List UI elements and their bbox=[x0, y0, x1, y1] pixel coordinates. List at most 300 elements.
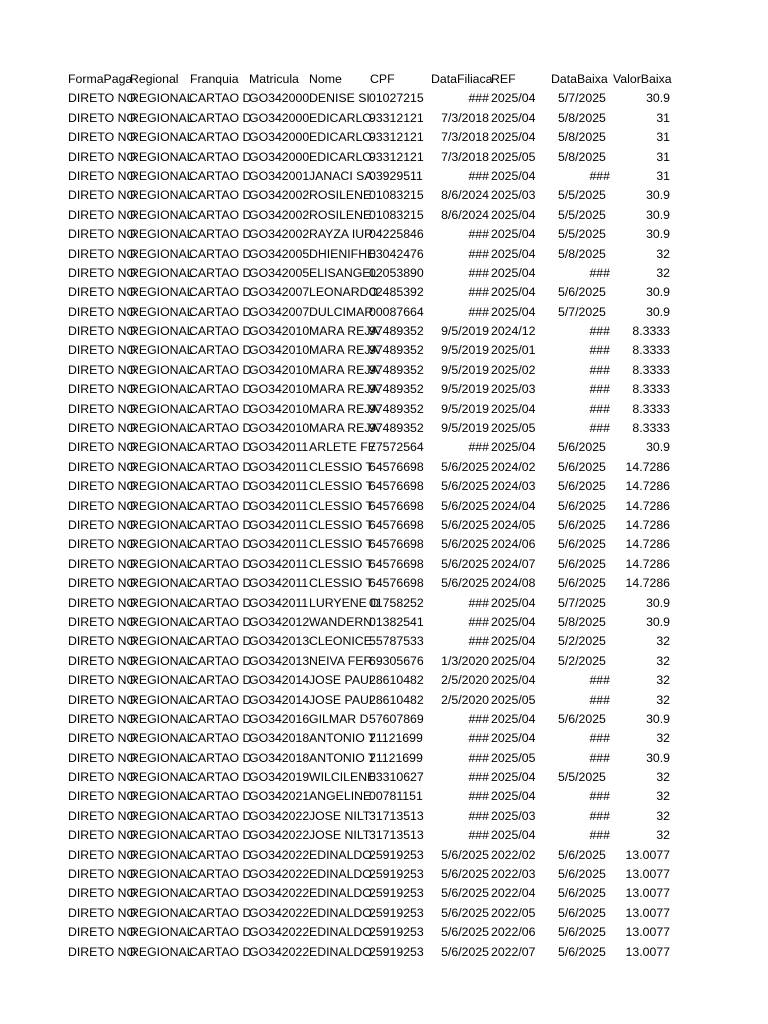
cell-franquia: CARTAO D bbox=[189, 304, 252, 319]
cell-databaixa: 5/6/2025 bbox=[558, 905, 606, 920]
cell-datafiliacao: ### bbox=[468, 711, 489, 726]
cell-datafiliacao: 5/6/2025 bbox=[441, 517, 489, 532]
cell-regional: REGIONAL bbox=[130, 362, 194, 377]
cell-matricula: GO342010 bbox=[249, 324, 310, 339]
cell-databaixa: ### bbox=[589, 382, 610, 397]
cell-formapaga: DIRETO NO bbox=[68, 925, 137, 940]
cell-formapaga: DIRETO NO bbox=[68, 304, 137, 319]
cell-franquia: CARTAO D bbox=[189, 149, 252, 164]
cell-ref: 2022/02 bbox=[491, 847, 536, 862]
cell-nome: LURYENE D bbox=[309, 595, 380, 610]
cell-valorbaixa: 32 bbox=[656, 246, 670, 261]
cell-nome: ANTONIO T bbox=[309, 731, 376, 746]
cell-regional: REGIONAL bbox=[130, 595, 194, 610]
cell-datafiliacao: 7/3/2018 bbox=[441, 110, 489, 125]
cell-matricula: GO342022 bbox=[249, 905, 310, 920]
cell-valorbaixa: 32 bbox=[656, 265, 670, 280]
table-row bbox=[68, 167, 708, 186]
cell-franquia: CARTAO D bbox=[189, 421, 252, 436]
cell-matricula: GO342000 bbox=[249, 149, 310, 164]
cell-matricula: GO342007 bbox=[249, 285, 310, 300]
cell-formapaga: DIRETO NO bbox=[68, 188, 137, 203]
cell-ref: 2024/06 bbox=[491, 537, 536, 552]
cell-databaixa: 5/8/2025 bbox=[558, 246, 606, 261]
cell-ref: 2025/04 bbox=[491, 653, 536, 668]
cell-datafiliacao: ### bbox=[468, 168, 489, 183]
cell-cpf: 64576698 bbox=[369, 556, 424, 571]
table-row bbox=[68, 865, 708, 884]
cell-franquia: CARTAO D bbox=[189, 750, 252, 765]
cell-nome: LEONARDO bbox=[309, 285, 379, 300]
cell-datafiliacao: ### bbox=[468, 285, 489, 300]
header-nome: Nome bbox=[309, 72, 342, 86]
cell-cpf: 00087664 bbox=[369, 304, 424, 319]
cell-ref: 2025/04 bbox=[491, 440, 536, 455]
table-row bbox=[68, 109, 708, 128]
cell-valorbaixa: 14.7286 bbox=[625, 498, 670, 513]
cell-datafiliacao: 5/6/2025 bbox=[441, 944, 489, 959]
cell-franquia: CARTAO D bbox=[189, 343, 252, 358]
cell-databaixa: ### bbox=[589, 692, 610, 707]
cell-formapaga: DIRETO NO bbox=[68, 576, 137, 591]
cell-ref: 2025/04 bbox=[491, 265, 536, 280]
cell-valorbaixa: 13.0077 bbox=[625, 886, 670, 901]
table-row bbox=[68, 923, 708, 942]
header-cpf: CPF bbox=[370, 72, 395, 86]
table-row bbox=[68, 671, 708, 690]
cell-regional: REGIONAL bbox=[130, 789, 194, 804]
cell-formapaga: DIRETO NO bbox=[68, 382, 137, 397]
cell-formapaga: DIRETO NO bbox=[68, 324, 137, 339]
cell-franquia: CARTAO D bbox=[189, 285, 252, 300]
cell-cpf: 25919253 bbox=[369, 905, 424, 920]
table-row bbox=[68, 361, 708, 380]
cell-datafiliacao: ### bbox=[468, 770, 489, 785]
cell-matricula: GO342007 bbox=[249, 304, 310, 319]
cell-databaixa: 5/7/2025 bbox=[558, 91, 606, 106]
cell-cpf: 55787533 bbox=[369, 634, 424, 649]
cell-ref: 2025/04 bbox=[491, 130, 536, 145]
cell-regional: REGIONAL bbox=[130, 440, 194, 455]
cell-nome: CLESSIO T bbox=[309, 517, 374, 532]
cell-nome: EDINALDO bbox=[309, 867, 372, 882]
cell-cpf: 25919253 bbox=[369, 886, 424, 901]
cell-franquia: CARTAO D bbox=[189, 711, 252, 726]
cell-ref: 2025/05 bbox=[491, 692, 536, 707]
cell-regional: REGIONAL bbox=[130, 382, 194, 397]
cell-matricula: GO342022 bbox=[249, 808, 310, 823]
cell-datafiliacao: ### bbox=[468, 595, 489, 610]
cell-nome: MARA REJA bbox=[309, 401, 379, 416]
cell-nome: ELISANGEL bbox=[309, 265, 378, 280]
cell-databaixa: 5/6/2025 bbox=[558, 285, 606, 300]
table-row bbox=[68, 186, 708, 205]
cell-franquia: CARTAO D bbox=[189, 614, 252, 629]
cell-regional: REGIONAL bbox=[130, 207, 194, 222]
cell-ref: 2025/04 bbox=[491, 595, 536, 610]
header-valorbaixa: ValorBaixa bbox=[613, 72, 672, 86]
cell-valorbaixa: 32 bbox=[656, 770, 670, 785]
cell-datafiliacao: ### bbox=[468, 304, 489, 319]
cell-nome: JOSE NILT bbox=[309, 808, 371, 823]
cell-ref: 2025/04 bbox=[491, 168, 536, 183]
cell-datafiliacao: 1/3/2020 bbox=[441, 653, 489, 668]
cell-valorbaixa: 32 bbox=[656, 692, 670, 707]
cell-ref: 2025/05 bbox=[491, 421, 536, 436]
cell-franquia: CARTAO D bbox=[189, 265, 252, 280]
cell-regional: REGIONAL bbox=[130, 653, 194, 668]
table-row bbox=[68, 943, 708, 962]
cell-matricula: GO342013 bbox=[249, 653, 310, 668]
cell-matricula: GO342022 bbox=[249, 867, 310, 882]
table-row bbox=[68, 400, 708, 419]
cell-cpf: 64576698 bbox=[369, 517, 424, 532]
cell-cpf: 97489352 bbox=[369, 382, 424, 397]
cell-valorbaixa: 14.7286 bbox=[625, 517, 670, 532]
cell-regional: REGIONAL bbox=[130, 168, 194, 183]
cell-cpf: 97489352 bbox=[369, 343, 424, 358]
cell-franquia: CARTAO D bbox=[189, 227, 252, 242]
cell-valorbaixa: 32 bbox=[656, 653, 670, 668]
cell-valorbaixa: 14.7286 bbox=[625, 556, 670, 571]
cell-ref: 2025/04 bbox=[491, 304, 536, 319]
cell-formapaga: DIRETO NO bbox=[68, 440, 137, 455]
cell-matricula: GO342022 bbox=[249, 847, 310, 862]
cell-nome: EDICARLO bbox=[309, 130, 372, 145]
cell-formapaga: DIRETO NO bbox=[68, 634, 137, 649]
cell-cpf: 01382541 bbox=[369, 614, 424, 629]
cell-regional: REGIONAL bbox=[130, 227, 194, 242]
cell-nome: RAYZA IUR bbox=[309, 227, 373, 242]
cell-franquia: CARTAO D bbox=[189, 925, 252, 940]
cell-regional: REGIONAL bbox=[130, 149, 194, 164]
cell-matricula: GO342000 bbox=[249, 130, 310, 145]
cell-nome: JOSE PAUL bbox=[309, 692, 376, 707]
table-row bbox=[68, 458, 708, 477]
cell-regional: REGIONAL bbox=[130, 285, 194, 300]
cell-ref: 2025/04 bbox=[491, 614, 536, 629]
cell-franquia: CARTAO D bbox=[189, 692, 252, 707]
cell-datafiliacao: ### bbox=[468, 828, 489, 843]
cell-matricula: GO342011 bbox=[249, 595, 309, 610]
cell-datafiliacao: 2/5/2020 bbox=[441, 673, 489, 688]
table-row bbox=[68, 904, 708, 923]
cell-regional: REGIONAL bbox=[130, 673, 194, 688]
cell-nome: JANACI SA bbox=[309, 168, 373, 183]
cell-datafiliacao: ### bbox=[468, 789, 489, 804]
cell-ref: 2025/04 bbox=[491, 634, 536, 649]
table-row bbox=[68, 632, 708, 651]
cell-databaixa: 5/6/2025 bbox=[558, 459, 606, 474]
cell-matricula: GO342011 bbox=[249, 479, 309, 494]
cell-cpf: 25919253 bbox=[369, 925, 424, 940]
cell-databaixa: 5/6/2025 bbox=[558, 479, 606, 494]
cell-franquia: CARTAO D bbox=[189, 110, 252, 125]
cell-valorbaixa: 31 bbox=[656, 110, 670, 125]
cell-cpf: 03929511 bbox=[369, 168, 423, 183]
cell-cpf: 21121699 bbox=[369, 731, 423, 746]
cell-cpf: 21121699 bbox=[369, 750, 423, 765]
cell-ref: 2022/07 bbox=[491, 944, 536, 959]
cell-regional: REGIONAL bbox=[130, 828, 194, 843]
cell-cpf: 25919253 bbox=[369, 944, 424, 959]
cell-nome: WANDERN bbox=[309, 614, 373, 629]
cell-matricula: GO342011 bbox=[249, 459, 309, 474]
table-row bbox=[68, 380, 708, 399]
cell-datafiliacao: 5/6/2025 bbox=[441, 459, 489, 474]
cell-matricula: GO342014 bbox=[249, 692, 310, 707]
cell-franquia: CARTAO D bbox=[189, 808, 252, 823]
cell-franquia: CARTAO D bbox=[189, 188, 252, 203]
cell-valorbaixa: 30.9 bbox=[646, 285, 670, 300]
table-row bbox=[68, 438, 708, 457]
cell-valorbaixa: 13.0077 bbox=[625, 944, 670, 959]
cell-formapaga: DIRETO NO bbox=[68, 556, 137, 571]
cell-matricula: GO342022 bbox=[249, 886, 310, 901]
cell-franquia: CARTAO D bbox=[189, 459, 252, 474]
cell-nome: ROSILENE bbox=[309, 207, 372, 222]
cell-ref: 2025/02 bbox=[491, 362, 536, 377]
header-matricula: Matricula bbox=[249, 72, 299, 86]
cell-cpf: 93312121 bbox=[369, 110, 424, 125]
cell-regional: REGIONAL bbox=[130, 634, 194, 649]
cell-databaixa: 5/5/2025 bbox=[558, 207, 606, 222]
cell-cpf: 77572564 bbox=[369, 440, 424, 455]
table-row bbox=[68, 749, 708, 768]
cell-databaixa: 5/6/2025 bbox=[558, 576, 606, 591]
cell-datafiliacao: 9/5/2019 bbox=[441, 382, 489, 397]
cell-regional: REGIONAL bbox=[130, 808, 194, 823]
cell-regional: REGIONAL bbox=[130, 905, 194, 920]
cell-formapaga: DIRETO NO bbox=[68, 130, 137, 145]
cell-nome: DULCIMAR bbox=[309, 304, 374, 319]
cell-franquia: CARTAO D bbox=[189, 673, 252, 688]
cell-formapaga: DIRETO NO bbox=[68, 285, 137, 300]
cell-regional: REGIONAL bbox=[130, 265, 194, 280]
cell-databaixa: 5/5/2025 bbox=[558, 770, 606, 785]
cell-ref: 2022/05 bbox=[491, 905, 536, 920]
cell-nome: EDICARLO bbox=[309, 110, 372, 125]
cell-cpf: 01027215 bbox=[369, 91, 424, 106]
cell-datafiliacao: 9/5/2019 bbox=[441, 401, 489, 416]
cell-regional: REGIONAL bbox=[130, 576, 194, 591]
cell-franquia: CARTAO D bbox=[189, 828, 252, 843]
cell-databaixa: 5/6/2025 bbox=[558, 925, 606, 940]
cell-nome: CLESSIO T bbox=[309, 576, 374, 591]
cell-franquia: CARTAO D bbox=[189, 731, 252, 746]
cell-franquia: CARTAO D bbox=[189, 479, 252, 494]
cell-formapaga: DIRETO NO bbox=[68, 479, 137, 494]
table-row bbox=[68, 128, 708, 147]
cell-databaixa: 5/2/2025 bbox=[558, 634, 606, 649]
cell-regional: REGIONAL bbox=[130, 130, 194, 145]
cell-valorbaixa: 30.9 bbox=[646, 440, 670, 455]
cell-ref: 2025/04 bbox=[491, 789, 536, 804]
cell-nome: CLESSIO T bbox=[309, 459, 374, 474]
cell-formapaga: DIRETO NO bbox=[68, 711, 137, 726]
cell-databaixa: 5/6/2025 bbox=[558, 711, 606, 726]
cell-matricula: GO342011 bbox=[249, 556, 309, 571]
cell-cpf: 28610482 bbox=[369, 673, 424, 688]
cell-datafiliacao: 7/3/2018 bbox=[441, 130, 489, 145]
cell-cpf: 31713513 bbox=[369, 828, 424, 843]
table-row bbox=[68, 846, 708, 865]
table-row bbox=[68, 787, 708, 806]
cell-ref: 2024/05 bbox=[491, 517, 536, 532]
cell-cpf: 02485392 bbox=[369, 285, 424, 300]
cell-valorbaixa: 8.3333 bbox=[632, 362, 670, 377]
cell-valorbaixa: 13.0077 bbox=[625, 847, 670, 862]
cell-datafiliacao: 5/6/2025 bbox=[441, 479, 489, 494]
header-datafiliacao: DataFiliaca bbox=[431, 72, 493, 86]
cell-regional: REGIONAL bbox=[130, 556, 194, 571]
cell-nome: ROSILENE bbox=[309, 188, 372, 203]
cell-valorbaixa: 30.9 bbox=[646, 614, 670, 629]
cell-nome: CLEONICE bbox=[309, 634, 372, 649]
cell-valorbaixa: 8.3333 bbox=[632, 401, 670, 416]
cell-formapaga: DIRETO NO bbox=[68, 168, 137, 183]
cell-matricula: GO342011 bbox=[249, 537, 309, 552]
cell-matricula: GO342002 bbox=[249, 227, 310, 242]
cell-datafiliacao: 5/6/2025 bbox=[441, 925, 489, 940]
cell-nome: CLESSIO T bbox=[309, 556, 374, 571]
cell-matricula: GO342018 bbox=[249, 750, 310, 765]
cell-datafiliacao: ### bbox=[468, 634, 489, 649]
cell-ref: 2025/05 bbox=[491, 750, 536, 765]
cell-ref: 2025/03 bbox=[491, 188, 536, 203]
cell-databaixa: 5/8/2025 bbox=[558, 130, 606, 145]
cell-nome: EDINALDO bbox=[309, 886, 372, 901]
cell-valorbaixa: 31 bbox=[656, 130, 670, 145]
cell-formapaga: DIRETO NO bbox=[68, 537, 137, 552]
cell-matricula: GO342012 bbox=[249, 614, 310, 629]
cell-matricula: GO342016 bbox=[249, 711, 310, 726]
cell-ref: 2024/07 bbox=[491, 556, 536, 571]
cell-datafiliacao: 5/6/2025 bbox=[441, 576, 489, 591]
cell-franquia: CARTAO D bbox=[189, 401, 252, 416]
cell-valorbaixa: 8.3333 bbox=[632, 382, 670, 397]
cell-regional: REGIONAL bbox=[130, 91, 194, 106]
cell-databaixa: ### bbox=[589, 673, 610, 688]
table-row bbox=[68, 148, 708, 167]
cell-cpf: 97489352 bbox=[369, 324, 424, 339]
cell-matricula: GO342010 bbox=[249, 382, 310, 397]
cell-datafiliacao: 2/5/2020 bbox=[441, 692, 489, 707]
cell-formapaga: DIRETO NO bbox=[68, 905, 137, 920]
cell-matricula: GO342005 bbox=[249, 265, 310, 280]
cell-nome: CLESSIO T bbox=[309, 498, 374, 513]
cell-cpf: 25919253 bbox=[369, 847, 424, 862]
cell-franquia: CARTAO D bbox=[189, 362, 252, 377]
cell-franquia: CARTAO D bbox=[189, 537, 252, 552]
cell-franquia: CARTAO D bbox=[189, 653, 252, 668]
table-row bbox=[68, 322, 708, 341]
cell-ref: 2024/04 bbox=[491, 498, 536, 513]
cell-matricula: GO342014 bbox=[249, 673, 310, 688]
cell-franquia: CARTAO D bbox=[189, 576, 252, 591]
cell-databaixa: 5/6/2025 bbox=[558, 498, 606, 513]
cell-matricula: GO342010 bbox=[249, 421, 310, 436]
cell-databaixa: 5/5/2025 bbox=[558, 227, 606, 242]
cell-datafiliacao: 9/5/2019 bbox=[441, 421, 489, 436]
table-row bbox=[68, 206, 708, 225]
cell-valorbaixa: 14.7286 bbox=[625, 479, 670, 494]
cell-cpf: 04225846 bbox=[369, 227, 424, 242]
cell-databaixa: 5/7/2025 bbox=[558, 304, 606, 319]
table-row bbox=[68, 283, 708, 302]
cell-matricula: GO342022 bbox=[249, 925, 310, 940]
cell-nome: MARA REJA bbox=[309, 421, 379, 436]
cell-valorbaixa: 8.3333 bbox=[632, 343, 670, 358]
cell-valorbaixa: 32 bbox=[656, 673, 670, 688]
cell-datafiliacao: 5/6/2025 bbox=[441, 537, 489, 552]
cell-datafiliacao: ### bbox=[468, 265, 489, 280]
cell-datafiliacao: ### bbox=[468, 731, 489, 746]
cell-databaixa: 5/6/2025 bbox=[558, 944, 606, 959]
cell-regional: REGIONAL bbox=[130, 750, 194, 765]
cell-matricula: GO342022 bbox=[249, 944, 310, 959]
table-row bbox=[68, 652, 708, 671]
table-row bbox=[68, 574, 708, 593]
cell-formapaga: DIRETO NO bbox=[68, 789, 137, 804]
cell-formapaga: DIRETO NO bbox=[68, 401, 137, 416]
cell-valorbaixa: 30.9 bbox=[646, 304, 670, 319]
cell-nome: EDICARLO bbox=[309, 149, 372, 164]
cell-databaixa: 5/6/2025 bbox=[558, 440, 606, 455]
cell-cpf: 01083215 bbox=[369, 188, 424, 203]
cell-ref: 2025/04 bbox=[491, 770, 536, 785]
cell-cpf: 28610482 bbox=[369, 692, 424, 707]
cell-formapaga: DIRETO NO bbox=[68, 343, 137, 358]
cell-valorbaixa: 8.3333 bbox=[632, 421, 670, 436]
cell-matricula: GO342000 bbox=[249, 110, 310, 125]
table-row bbox=[68, 497, 708, 516]
cell-matricula: GO342022 bbox=[249, 828, 310, 843]
cell-cpf: 01758252 bbox=[369, 595, 424, 610]
header-formapaga: FormaPaga bbox=[68, 72, 133, 86]
cell-valorbaixa: 30.9 bbox=[646, 595, 670, 610]
cell-regional: REGIONAL bbox=[130, 498, 194, 513]
cell-formapaga: DIRETO NO bbox=[68, 595, 137, 610]
cell-formapaga: DIRETO NO bbox=[68, 362, 137, 377]
cell-valorbaixa: 31 bbox=[656, 168, 670, 183]
cell-franquia: CARTAO D bbox=[189, 517, 252, 532]
table-row bbox=[68, 477, 708, 496]
cell-cpf: 97489352 bbox=[369, 421, 424, 436]
cell-regional: REGIONAL bbox=[130, 401, 194, 416]
cell-datafiliacao: ### bbox=[468, 91, 489, 106]
cell-valorbaixa: 14.7286 bbox=[625, 537, 670, 552]
cell-datafiliacao: 5/6/2025 bbox=[441, 867, 489, 882]
cell-nome: JOSE PAUL bbox=[309, 673, 376, 688]
cell-matricula: GO342021 bbox=[249, 789, 310, 804]
cell-datafiliacao: ### bbox=[468, 227, 489, 242]
cell-ref: 2025/04 bbox=[491, 246, 536, 261]
table-row bbox=[68, 710, 708, 729]
cell-databaixa: 5/6/2025 bbox=[558, 886, 606, 901]
cell-regional: REGIONAL bbox=[130, 304, 194, 319]
cell-valorbaixa: 30.9 bbox=[646, 207, 670, 222]
table-row bbox=[68, 594, 708, 613]
cell-regional: REGIONAL bbox=[130, 479, 194, 494]
cell-cpf: 93312121 bbox=[369, 130, 424, 145]
cell-valorbaixa: 32 bbox=[656, 789, 670, 804]
cell-cpf: 69305676 bbox=[369, 653, 424, 668]
cell-cpf: 57607869 bbox=[369, 711, 424, 726]
cell-nome: CLESSIO T bbox=[309, 479, 374, 494]
cell-nome: EDINALDO bbox=[309, 847, 372, 862]
cell-datafiliacao: ### bbox=[468, 750, 489, 765]
